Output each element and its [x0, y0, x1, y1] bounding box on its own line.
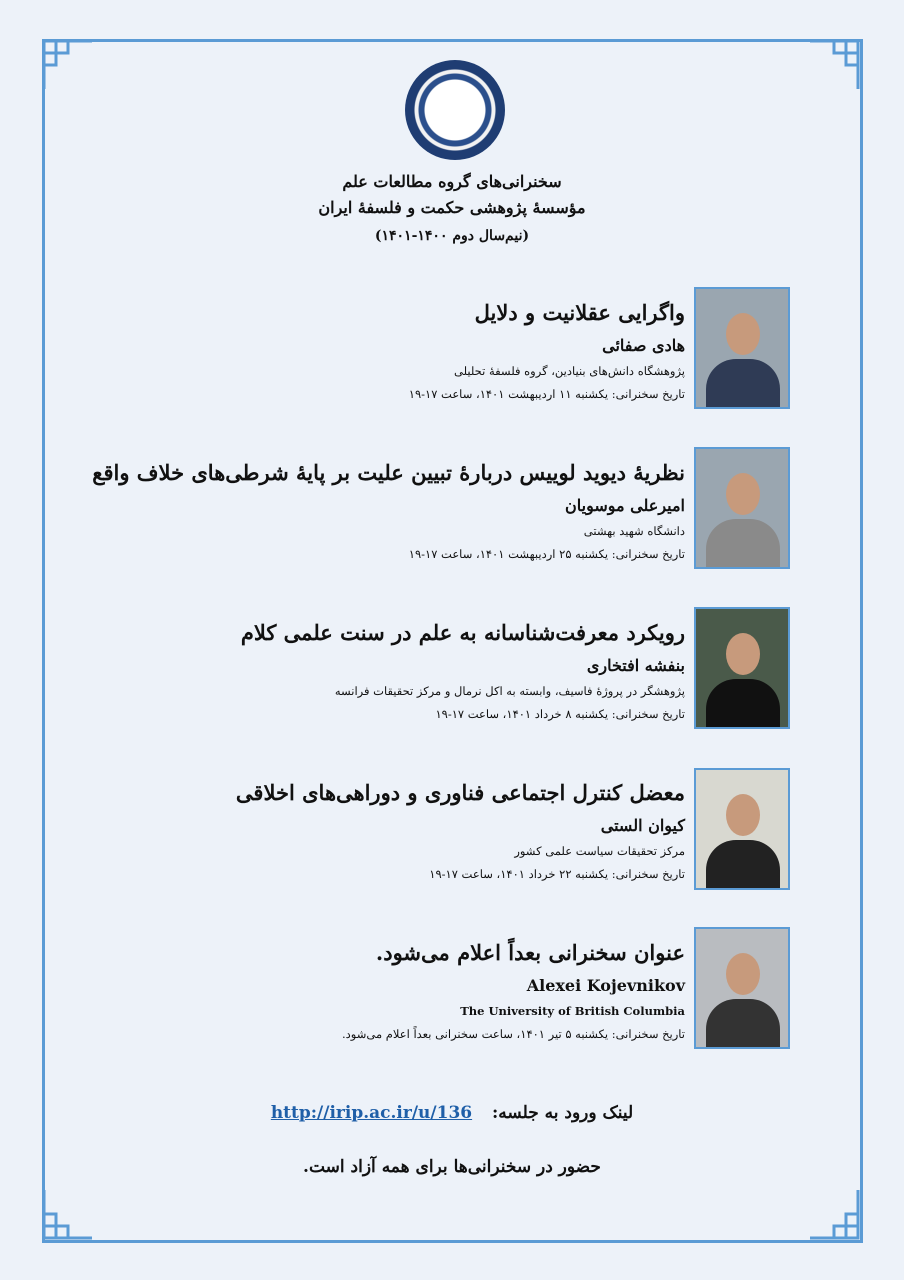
corner-ornament-bottom-left [42, 1188, 94, 1240]
speaker-name: هادی صفائی [602, 336, 685, 355]
speaker-photo [694, 768, 790, 890]
talk-date: تاریخ سخنرانی: یکشنبه ۸ خرداد ۱۴۰۱، ساعت ۱۷-۱۹ [435, 707, 685, 721]
corner-ornament-top-right [808, 39, 860, 91]
talk-title: واگرایی عقلانیت و دلایل [474, 300, 685, 325]
speaker-affiliation: The University of British Columbia [460, 1004, 685, 1018]
speaker-affiliation: مرکز تحقیقات سیاست علمی کشور [514, 844, 685, 858]
speaker-name: امیرعلی موسویان [564, 496, 685, 515]
header-line-3: (نیم‌سال دوم ۱۴۰۰-۱۴۰۱) [374, 228, 530, 244]
header-line-2: مؤسسۀ پژوهشی حکمت و فلسفۀ ایران [318, 198, 586, 217]
speaker-photo [694, 287, 790, 409]
speaker-name: بنفشه افتخاری [586, 656, 685, 675]
talk-item [60, 618, 685, 723]
talk-title: معضل کنترل اجتماعی فناوری و دوراهی‌های اخلاقی [235, 780, 685, 805]
talk-title: نظریۀ دیوید لوییس دربارۀ تبیین علیت بر پایۀ شرطی‌های خلاف واقع [92, 460, 685, 485]
talk-item [60, 458, 685, 563]
corner-ornament-bottom-right [808, 1188, 860, 1240]
talk-date: تاریخ سخنرانی: یکشنبه ۱۱ اردیبهشت ۱۴۰۱، ساعت ۱۷-۱۹ [408, 387, 685, 401]
talk-date: تاریخ سخنرانی: یکشنبه ۵ تیر ۱۴۰۱، ساعت سخنرانی بعداً اعلام می‌شود. [342, 1027, 685, 1041]
attendance-note: حضور در سخنرانی‌ها برای همه آزاد است. [303, 1157, 601, 1177]
speaker-affiliation: دانشگاه شهید بهشتی [583, 524, 685, 538]
talk-date: تاریخ سخنرانی: یکشنبه ۲۵ اردیبهشت ۱۴۰۱، ساعت ۱۷-۱۹ [408, 547, 685, 561]
talk-title: عنوان سخنرانی بعداً اعلام می‌شود. [375, 940, 685, 965]
session-link-label: لینک ورود به جلسه: [492, 1103, 634, 1123]
talk-item [60, 938, 685, 1043]
talk-item [60, 778, 685, 883]
speaker-photo [694, 607, 790, 729]
speaker-affiliation: پژوهشگر در پروژۀ فاسیف، وابسته به اکل نرمال و مرکز تحقیقات فرانسه [334, 684, 685, 698]
header-line-1: سخنرانی‌های گروه مطالعات علم [342, 172, 562, 191]
speaker-name: Alexei Kojevnikov [526, 976, 685, 995]
institute-logo [405, 60, 505, 160]
speaker-affiliation: پژوهشگاه دانش‌های بنیادین، گروه فلسفۀ تحلیلی [454, 364, 685, 378]
corner-ornament-top-left [42, 39, 94, 91]
talk-title: رویکرد معرفت‌شناسانه به علم در سنت علمی کلام [240, 620, 685, 645]
talk-date: تاریخ سخنرانی: یکشنبه ۲۲ خرداد ۱۴۰۱، ساعت ۱۷-۱۹ [429, 867, 685, 881]
speaker-photo [694, 447, 790, 569]
session-link-line [100, 1103, 804, 1123]
speaker-name: کیوان الستی [600, 816, 685, 835]
session-link[interactable]: http://irip.ac.ir/u/136 [270, 1103, 473, 1123]
talk-item [60, 298, 685, 403]
speaker-photo [694, 927, 790, 1049]
